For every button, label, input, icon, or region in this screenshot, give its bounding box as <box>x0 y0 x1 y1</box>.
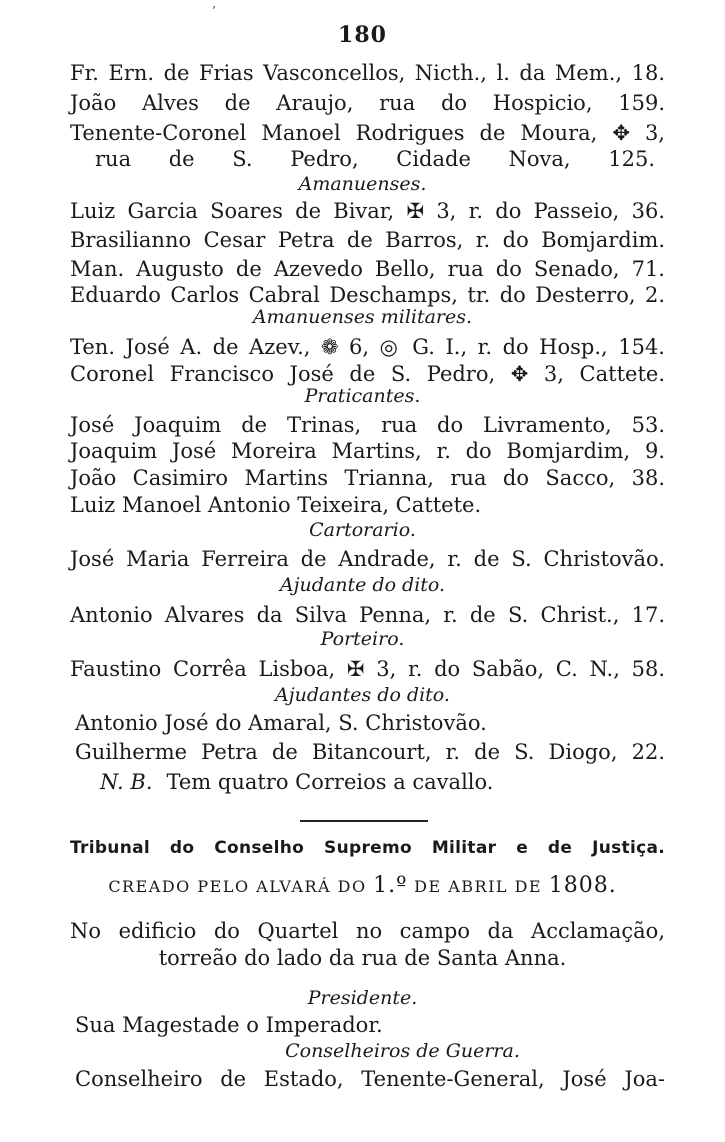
section-heading-ajudantes: Ajudantes do dito. <box>275 684 450 706</box>
location-line-continued: torreão do lado da rua de Santa Anna. <box>158 946 567 970</box>
creation-prefix: CREADO PELO ALVARÁ DO <box>108 877 367 896</box>
nota-bene <box>100 769 493 795</box>
entry-line: Joaquim José Moreira Martins, r. do Bomjardim, 9. <box>70 439 665 463</box>
section-divider <box>300 820 428 822</box>
creation-year: 1808. <box>548 873 617 898</box>
creation-line <box>0 874 725 899</box>
entry-line: Antonio Alvares da Silva Penna, r. de S. Christ., 17. <box>70 603 665 627</box>
entry-line: Sua Magestade o Imperador. <box>75 1013 383 1037</box>
entry-line: Coronel Francisco José de S. Pedro, ✥ 3, Cattete. <box>70 362 665 386</box>
entry-line: João Casimiro Martins Trianna, rua do Sacco, 38. <box>70 466 665 490</box>
tribunal-heading: Tribunal do Conselho Supremo Militar e de Justiça. <box>70 838 665 858</box>
top-mark: ’ <box>212 4 216 18</box>
section-heading-praticantes: Praticantes. <box>304 385 421 407</box>
section-heading-conselheiros: Conselheiros de Guerra. <box>285 1040 520 1062</box>
entry-line: José Joaquim de Trinas, rua do Livramento, 53. <box>70 413 665 437</box>
nb-abbreviation: N. B. <box>100 770 153 794</box>
entry-line: Faustino Corrêa Lisboa, ✠ 3, r. do Sabão, C. N., 58. <box>70 657 665 681</box>
entry-line: Conselheiro de Estado, Tenente-General, José Joa- <box>75 1067 665 1091</box>
entry-line: Luiz Manoel Antonio Teixeira, Cattete. <box>70 493 482 517</box>
entry-line-continued: rua de S. Pedro, Cidade Nova, 125. <box>95 147 655 171</box>
entry-line: Eduardo Carlos Cabral Deschamps, tr. do Desterro, 2. <box>70 283 665 307</box>
section-heading-porteiro: Porteiro. <box>320 628 405 650</box>
location-line: No edificio do Quartel no campo da Acclamação, <box>70 919 665 943</box>
page-number: 180 <box>338 22 387 48</box>
section-heading-cartorario: Cartorario. <box>309 519 416 541</box>
entry-line: Tenente-Coronel Manoel Rodrigues de Moura, ✥ 3, <box>70 121 665 145</box>
entry-line: Brasilianno Cesar Petra de Barros, r. do Bomjardim. <box>70 228 665 252</box>
section-heading-ajudante: Ajudante do dito. <box>279 574 446 596</box>
entry-line: João Alves de Araujo, rua do Hospicio, 159. <box>70 91 665 115</box>
entry-line: Luiz Garcia Soares de Bivar, ✠ 3, r. do Passeio, 36. <box>70 199 665 223</box>
entry-line: Antonio José do Amaral, S. Christovão. <box>75 711 487 735</box>
section-heading-amanuenses: Amanuenses. <box>298 173 427 195</box>
entry-line: Guilherme Petra de Bitancourt, r. de S. Diogo, 22. <box>75 740 665 764</box>
entry-line: Fr. Ern. de Frias Vasconcellos, Nicth., l. da Mem., 18. <box>70 61 665 85</box>
entry-line: Ten. José A. de Azev., ❁ 6, ◎ G. I., r. do Hosp., 154. <box>70 335 665 359</box>
entry-line: Man. Augusto de Azevedo Bello, rua do Senado, 71. <box>70 257 665 281</box>
section-heading-amanuenses-militares: Amanuenses militares. <box>252 306 473 328</box>
entry-line: José Maria Ferreira de Andrade, r. de S. Christovão. <box>70 547 665 571</box>
section-heading-presidente: Presidente. <box>307 987 418 1009</box>
creation-day: 1.º <box>373 873 408 898</box>
creation-middle: DE ABRIL DE <box>414 877 543 896</box>
nb-text: Tem quatro Correios a cavallo. <box>166 770 494 794</box>
